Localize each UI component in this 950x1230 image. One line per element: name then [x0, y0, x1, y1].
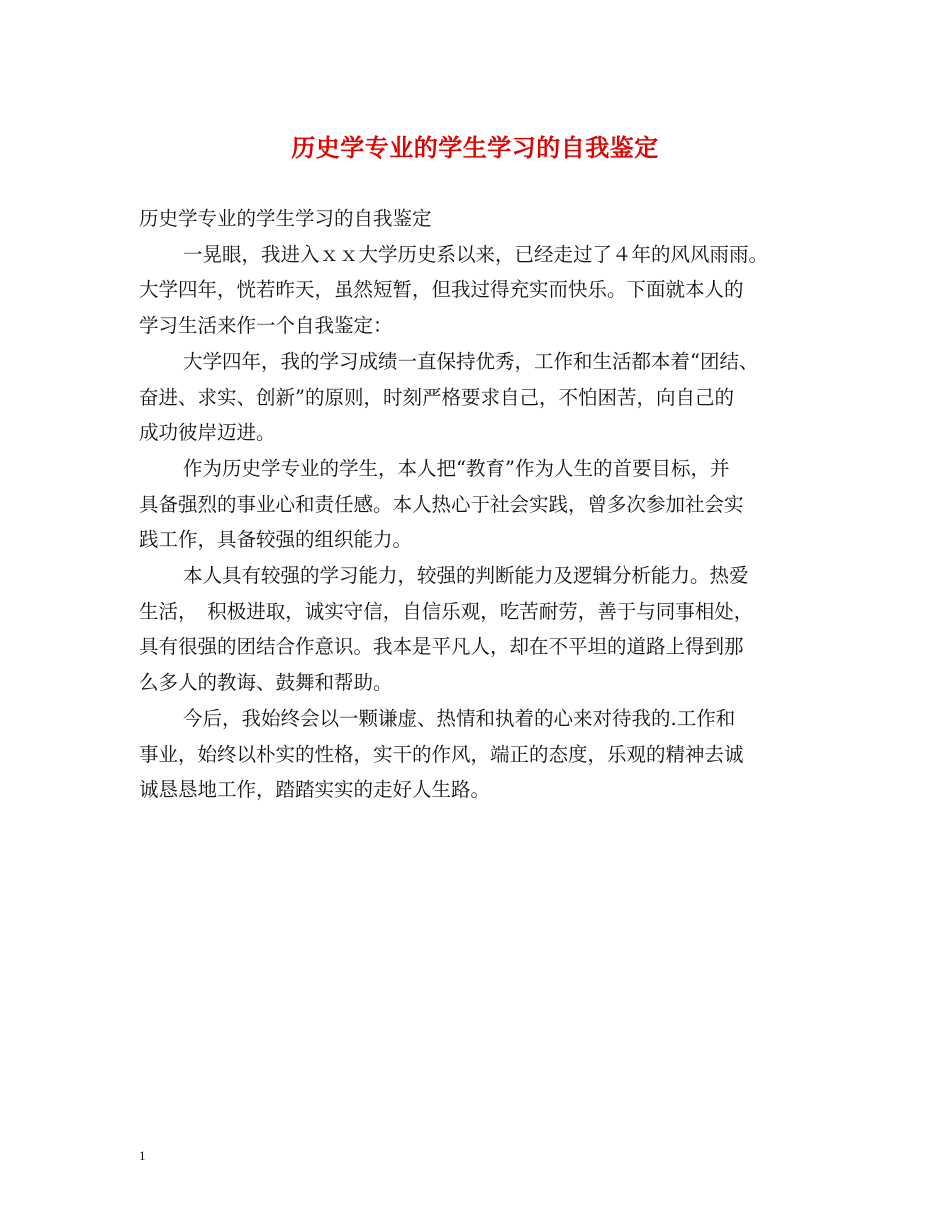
page-number: 1	[139, 1148, 146, 1163]
document-title: 历史学专业的学生学习的自我鉴定	[291, 133, 659, 162]
body-line: 今后，我始终会以一颗谦虚、热情和执着的心来对待我的.工作和	[183, 706, 736, 730]
body-line: 奋进、求实、创新”的原则，时刻严格要求自己，不怕困苦，向自己的	[139, 385, 734, 409]
document-body	[139, 201, 829, 808]
body-line: 历史学专业的学生学习的自我鉴定	[139, 207, 432, 230]
body-line: 生活， 积极进取，诚实守信，自信乐观，吃苦耐劳，善于与同事相处，	[139, 599, 754, 623]
body-line: 成功彼岸迈进。	[139, 421, 276, 445]
body-line: 具有很强的团结合作意识。我本是平凡人，却在不平坦的道路上得到那	[139, 635, 744, 659]
body-line: 事业，始终以朴实的性格，实干的作风，端正的态度，乐观的精神去诚	[139, 742, 744, 766]
body-line: 学习生活来作一个自我鉴定：	[139, 314, 393, 338]
body-line: 一晃眼，我进入ｘｘ大学历史系以来，已经走过了４年的风风雨雨。	[183, 242, 769, 266]
body-line: 大学四年，恍若昨天，虽然短暂，但我过得充实而快乐。下面就本人的	[139, 278, 744, 302]
body-line: 么多人的教诲、鼓舞和帮助。	[139, 671, 393, 695]
body-line: 诚恳恳地工作，踏踏实实的走好人生路。	[139, 778, 491, 802]
body-line: 本人具有较强的学习能力，较强的判断能力及逻辑分析能力。热爱	[183, 564, 749, 588]
body-line: 作为历史学专业的学生，本人把“教育”作为人生的首要目标，并	[183, 456, 730, 480]
body-line: 大学四年，我的学习成绩一直保持优秀，工作和生活都本着“团结、	[183, 349, 759, 373]
body-line: 具备强烈的事业心和责任感。本人热心于社会实践，曾多次参加社会实	[139, 492, 744, 516]
body-line: 践工作，具备较强的组织能力。	[139, 528, 413, 552]
